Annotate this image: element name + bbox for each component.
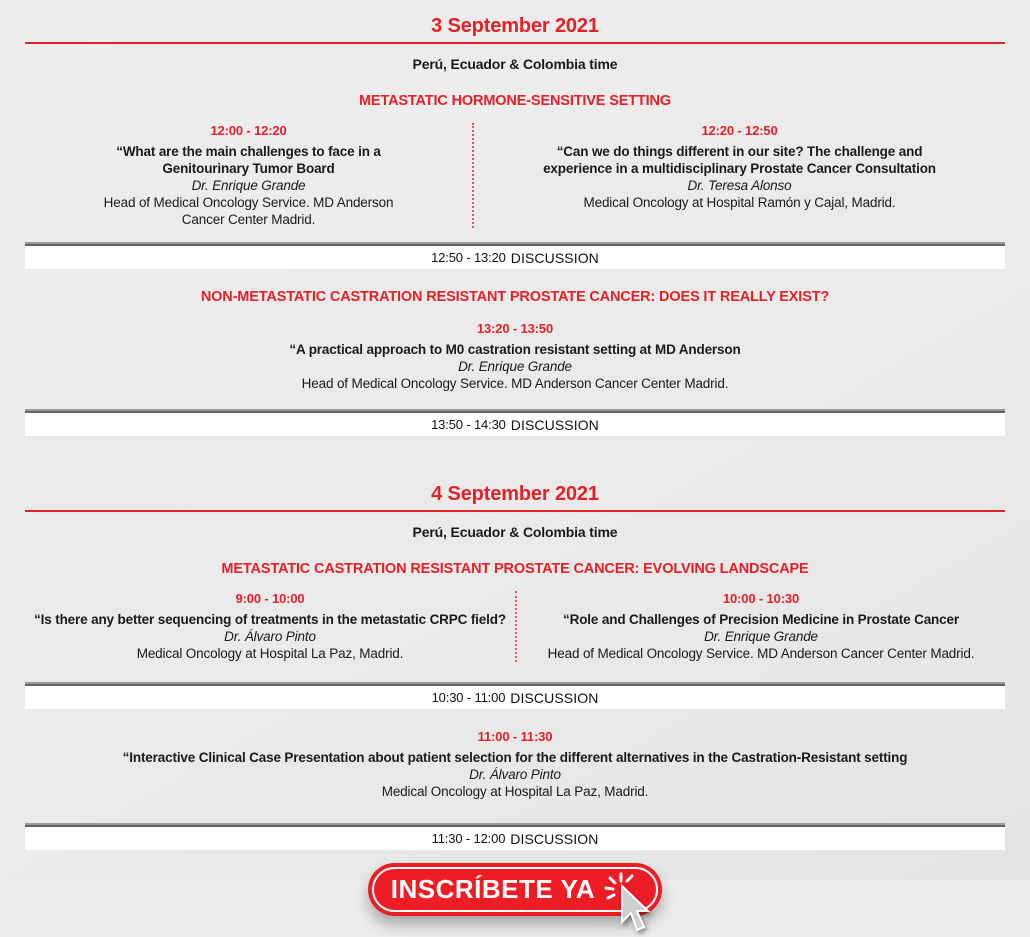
session-speaker: Dr. Álvaro Pinto	[469, 767, 561, 782]
register-button[interactable]	[368, 863, 662, 916]
spacer	[25, 436, 1005, 482]
session-card	[25, 321, 1005, 392]
day-2-section-1-title: METASTATIC CASTRATION RESISTANT PROSTATE CANCER: EVOLVING LANDSCAPE	[221, 561, 809, 577]
session-card	[472, 123, 1005, 228]
session-time: 12:20 - 12:50	[701, 123, 778, 138]
session-title: “Can we do things different in our site? The challenge and experience in a multidisciplinary Prostate Cancer Consultation	[543, 144, 936, 176]
day-1-date-heading: 3 September 2021	[431, 15, 599, 37]
day-1-section-2-title: NON-METASTATIC CASTRATION RESISTANT PROSTATE CANCER: DOES IT REALLY EXIST?	[200, 289, 830, 305]
day-2-date-heading: 4 September 2021	[431, 483, 599, 505]
session-speaker: Dr. Teresa Alonso	[687, 178, 792, 193]
discussion-bar	[25, 409, 1005, 436]
day-1-sessions-row	[25, 123, 1005, 228]
discussion-time: 12:50 - 13:20	[431, 250, 506, 265]
cursor-click-icon	[606, 873, 666, 937]
session-title: “Role and Challenges of Precision Medicine in Prostate Cancer	[563, 612, 959, 627]
session-time: 9:00 - 10:00	[235, 591, 305, 606]
session-card	[515, 591, 1005, 662]
session-speaker: Dr. Enrique Grande	[704, 629, 818, 644]
session-card	[25, 729, 1005, 800]
session-speaker: Dr. Enrique Grande	[191, 178, 306, 193]
session-time: 11:00 - 11:30	[477, 729, 553, 744]
discussion-bar	[25, 682, 1005, 709]
session-speaker: Dr. Enrique Grande	[458, 359, 572, 374]
day-1-rule	[25, 42, 1005, 44]
session-title: “Is there any better sequencing of treatments in the metastatic CRPC field?	[34, 612, 506, 627]
cta-row	[25, 863, 1005, 916]
discussion-label: DISCUSSION	[510, 249, 599, 266]
discussion-label: DISCUSSION	[510, 830, 599, 847]
session-affiliation: Head of Medical Oncology Service. MD Anderson Cancer Center Madrid.	[301, 376, 729, 391]
register-button-label: INSCRÍBETE YA	[390, 874, 596, 904]
discussion-time: 10:30 - 11:00	[431, 690, 506, 705]
discussion-label: DISCUSSION	[510, 416, 599, 433]
day-2	[25, 482, 1005, 850]
session-title: “Interactive Clinical Case Presentation about patient selection for the different alternatives in the Castration-Resistant setting	[122, 750, 908, 765]
discussion-bar	[25, 823, 1005, 850]
session-affiliation: Head of Medical Oncology Service. MD Anderson Cancer Center Madrid.	[547, 646, 975, 661]
session-time: 13:20 - 13:50	[476, 321, 554, 336]
day-2-rule	[25, 510, 1005, 512]
session-affiliation: Medical Oncology at Hospital La Paz, Madrid.	[381, 784, 649, 799]
discussion-label: DISCUSSION	[510, 689, 599, 706]
session-affiliation: Medical Oncology at Hospital Ramón y Cajal, Madrid.	[583, 195, 896, 210]
day-1	[25, 14, 1005, 436]
session-title: “A practical approach to M0 castration resistant setting at MD Anderson	[289, 342, 741, 357]
discussion-time: 11:30 - 12:00	[431, 831, 506, 846]
session-time: 12:00 - 12:20	[210, 123, 287, 138]
discussion-bar	[25, 242, 1005, 269]
session-title: “What are the main challenges to face in a Genitourinary Tumor Board	[116, 144, 381, 176]
day-1-section-1-title: METASTATIC HORMONE-SENSITIVE SETTING	[359, 93, 671, 109]
session-speaker: Dr. Álvaro Pinto	[224, 629, 316, 644]
day-1-timezone: Perú, Ecuador & Colombia time	[412, 56, 618, 72]
day-2-sessions-row	[25, 591, 1005, 662]
session-affiliation: Head of Medical Oncology Service. MD Anderson Cancer Center Madrid.	[103, 195, 394, 227]
day-2-timezone: Perú, Ecuador & Colombia time	[412, 524, 618, 540]
discussion-time: 13:50 - 14:30	[431, 417, 506, 432]
session-card	[25, 591, 515, 662]
session-time: 10:00 - 10:30	[722, 591, 800, 606]
session-card	[25, 123, 472, 228]
session-affiliation: Medical Oncology at Hospital La Paz, Madrid.	[136, 646, 404, 661]
